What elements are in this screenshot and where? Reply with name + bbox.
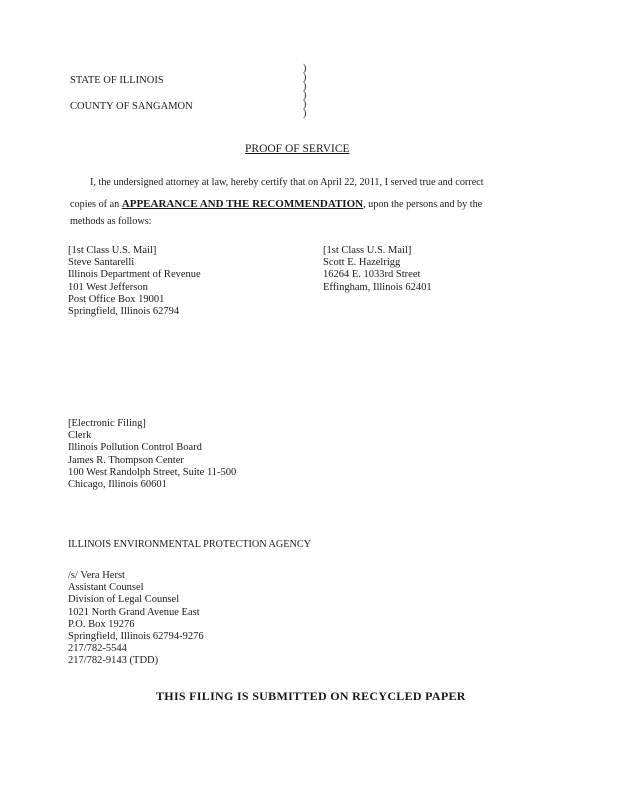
address-line: James R. Thompson Center — [68, 454, 184, 466]
certification-line-3: methods as follows: — [70, 216, 152, 227]
address-line: 16264 E. 1033rd Street — [323, 269, 421, 281]
certification-line-2 — [70, 198, 482, 211]
document-title: PROOF OF SERVICE — [245, 143, 350, 155]
signature-line: P.O. Box 19276 — [68, 618, 135, 630]
paren: ) — [303, 81, 307, 92]
service-left-block — [68, 245, 201, 318]
signature-line: Assistant Counsel — [68, 582, 144, 594]
county-line: COUNTY OF SANGAMON — [70, 101, 193, 112]
state-line: STATE OF ILLINOIS — [70, 75, 164, 86]
service-method: [1st Class U.S. Mail] — [323, 245, 412, 256]
signature-line: 1021 North Grand Avenue East — [68, 606, 200, 618]
address-line: 101 West Jefferson — [68, 281, 148, 293]
document-names-emphasis: APPEARANCE AND THE RECOMMENDATION — [121, 198, 364, 210]
paren: ) — [303, 72, 307, 83]
address-line: Springfield, Illinois 62794 — [68, 306, 180, 318]
service-method: [1st Class U.S. Mail] — [68, 245, 157, 256]
certification-line-1: I, the undersigned attorney at law, hereby certify that on April 22, 2011, I served true and correct — [90, 177, 484, 188]
address-line: 100 West Randolph Street, Suite 11-500 — [68, 466, 237, 478]
agency-name: ILLINOIS ENVIRONMENTAL PROTECTION AGENCY — [68, 539, 312, 550]
signature-line: 217/782-5544 — [68, 643, 127, 655]
line2-prefix: copies of an — [70, 199, 122, 210]
caption-parens — [303, 64, 306, 118]
address-line: Chicago, Illinois 60601 — [68, 479, 167, 491]
signature-block — [68, 570, 204, 668]
recycled-paper-notice: THIS FILING IS SUBMITTED ON RECYCLED PAPER — [156, 689, 466, 703]
paren: ) — [303, 90, 307, 101]
paren: ) — [303, 99, 307, 110]
signature-line: 217/782-9143 (TDD) — [68, 655, 159, 667]
address-line: Steve Santarelli — [68, 257, 135, 269]
address-line: Illinois Department of Revenue — [68, 269, 201, 281]
address-line: Clerk — [68, 430, 92, 442]
signature-line: Division of Legal Counsel — [68, 594, 180, 606]
address-line: Effingham, Illinois 62401 — [323, 281, 432, 293]
paren: ) — [303, 108, 307, 119]
service-right-block — [323, 245, 432, 294]
signature-line: Springfield, Illinois 62794-9276 — [68, 631, 204, 643]
address-line: Post Office Box 19001 — [68, 293, 165, 305]
electronic-filing-block — [68, 418, 236, 491]
signature-line: /s/ Vera Herst — [68, 570, 125, 581]
address-line: Scott E. Hazelrigg — [323, 257, 401, 269]
paren: ) — [303, 63, 307, 74]
address-line: Illinois Pollution Control Board — [68, 442, 202, 454]
service-method: [Electronic Filing] — [68, 418, 146, 429]
line2-suffix: , upon the persons and by the — [363, 199, 483, 210]
